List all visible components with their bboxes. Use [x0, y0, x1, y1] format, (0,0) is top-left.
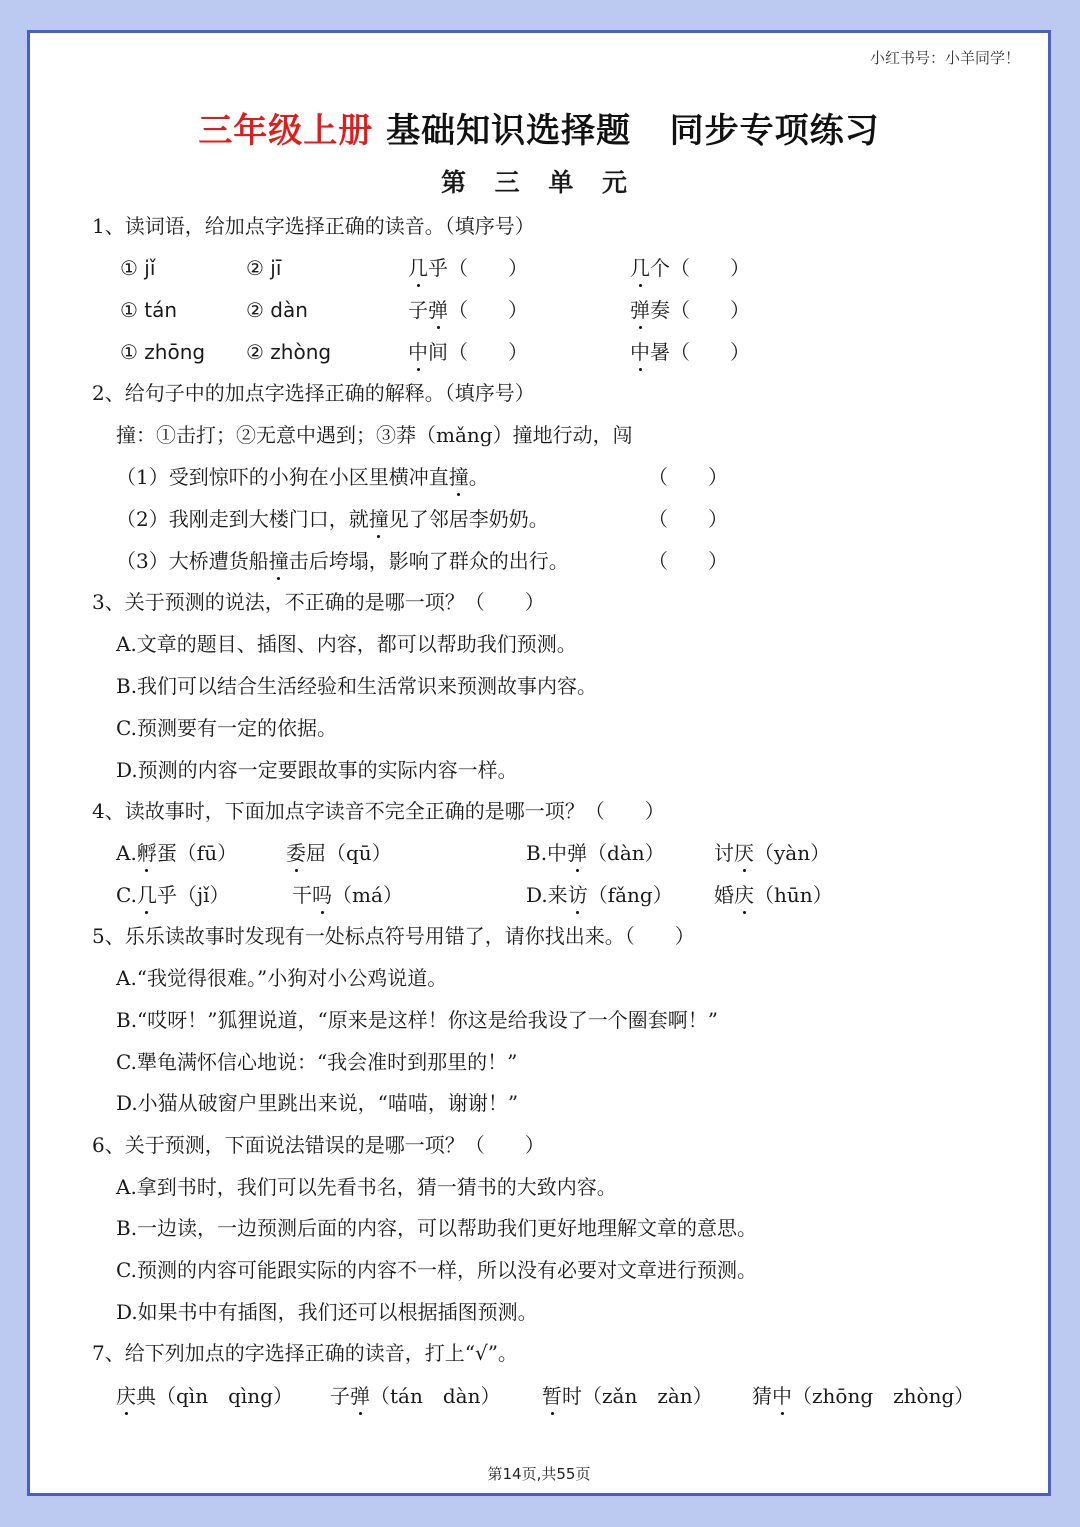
q3-option-a: A.文章的题目、插图、内容，都可以帮助我们预测。 — [116, 632, 577, 656]
q2-s1-answer: （ ） — [648, 465, 728, 489]
q7-item-4: 猜中（zhōng zhòng） — [752, 1381, 974, 1411]
q4-option-b-word-2: 讨厌（yàn） — [714, 838, 830, 868]
q1-r2-option-1: ① tán — [120, 298, 178, 322]
unit-subtitle: 第 三 单 元 — [440, 168, 638, 197]
q1-r3-option-1: ① zhōng — [120, 340, 206, 364]
q1-r2-option-2: ② dàn — [246, 298, 308, 322]
q1-r2-word-2: 弹奏（ ） — [630, 295, 750, 325]
q3-option-c: C.预测要有一定的依据。 — [116, 716, 337, 740]
q4-option-b-word-1: B.中弹（dàn） — [526, 838, 665, 868]
q5-stem: 5、乐乐读故事时发现有一处标点符号用错了，请你找出来。（ ） — [92, 924, 695, 948]
watermark: 小红书号：小羊同学！ — [869, 49, 1020, 67]
page-number: 第14页,共55页 — [487, 1465, 591, 1483]
q2-stem: 2、给句子中的加点字选择正确的解释。（填序号） — [92, 381, 535, 405]
title-practice: 同步专项练习 — [669, 111, 880, 151]
q5-option-d: D.小猫从破窗户里跳出来说，“喵喵，谢谢！” — [116, 1091, 519, 1115]
title-grade: 三年级上册 — [198, 111, 374, 151]
q4-option-c-word-1: C.几乎（jǐ） — [116, 880, 230, 910]
page-title — [30, 103, 1048, 152]
q7-item-3: 暂时（zǎn zàn） — [542, 1381, 713, 1411]
q6-option-b: B.一边读，一边预测后面的内容，可以帮助我们更好地理解文章的意思。 — [116, 1216, 758, 1240]
q5-option-b: B.“哎呀！”狐狸说道，“原来是这样！你这是给我设了一个圈套啊！” — [116, 1008, 718, 1032]
q4-option-d-word-1: D.来访（fǎng） — [526, 880, 673, 910]
q1-r2-word-1: 子弹（ ） — [408, 295, 528, 325]
q7-stem: 7、给下列加点的字选择正确的读音，打上“√”。 — [92, 1341, 518, 1365]
q2-s2-answer: （ ） — [648, 507, 728, 531]
q7-item-2: 子弹（tán dàn） — [330, 1381, 500, 1411]
q1-r3-word-2: 中暑（ ） — [630, 337, 750, 367]
q6-stem: 6、关于预测，下面说法错误的是哪一项？（ ） — [92, 1133, 545, 1157]
q1-stem: 1、读词语，给加点字选择正确的读音。（填序号） — [92, 214, 535, 238]
worksheet-page: 小红书号：小羊同学！ 三年级上册 基础知识选择题 同步专项练习 第 三 单 元 1、读词语，给加点字选择正确的读音。（填序号） ① jǐ ② jī 几乎（ ） 几个（ ） ① tán ② dàn 子弹（ ） 弹奏（ ） ① zhōng ② zhòng 中间（ ） 中暑（ ） 2、给句子中的加点字选择正确的解释。（填序号） 撞：①击打；②无意中遇到；③莽（mǎng）撞地行动，闯 （1）受到惊吓的小狗在小区里横冲直撞。 （ ） （2）我刚走到大楼门口，就撞见了邻居李奶奶。 （ ） （3）大桥遭货船撞击后垮塌，影响了群众的出行。 （ ） 3、关于预测的说法，不正确的是哪一项？（ ） A.文章的题目、插图、内容，都可以帮助我们预测。 B.我们可以结合生活经验和生活常识来预测故事内容。 C.预测要有一定的依据。 D.预测的内容一定要跟故事的实际内容一样。 4、读故事时，下面加点字读音不完全正确的是哪一项？（ ） A.孵蛋（fū） 委屈（qū） B.中弹（dàn） 讨厌（yàn） C.几乎（jǐ） 干吗（má） D.来访（fǎng） 婚庆（hūn） 5、乐乐读故事时发现有一处标点符号用错了，请你找出来。（ ） A.“我觉得很难。”小狗对小公鸡说道。 B.“哎呀！”狐狸说道，“原来是这样！你这是给我设了一个圈套啊！” C.犟龟满怀信心地说：“我会准时到那里的！” D.小猫从破窗户里跳出来说，“喵喵，谢谢！” 6、关于预测，下面说法错误的是哪一项？（ ） A.拿到书时，我们可以先看书名，猜一猜书的大致内容。 B.一边读，一边预测后面的内容，可以帮助我们更好地理解文章的意思。 C.预测的内容可能跟实际的内容不一样，所以没有必要对文章进行预测。 D.如果书中有插图，我们还可以根据插图预测。 7、给下列加点的字选择正确的读音，打上“√”。 庆典（qìn qìng） 子弹（tán dàn） 暂时（zǎn zàn） 猜中（zhōng zhòng） 第14页,共55页 — [27, 30, 1051, 1496]
q3-option-b: B.我们可以结合生活经验和生活常识来预测故事内容。 — [116, 674, 598, 698]
q1-r1-option-2: ② jī — [246, 256, 282, 280]
q5-option-a: A.“我觉得很难。”小狗对小公鸡说道。 — [116, 966, 448, 990]
q6-option-c: C.预测的内容可能跟实际的内容不一样，所以没有必要对文章进行预测。 — [116, 1258, 757, 1282]
q1-r1-word-2: 几个（ ） — [630, 253, 750, 283]
q7-item-1: 庆典（qìn qìng） — [116, 1381, 293, 1411]
q1-r1-word-1: 几乎（ ） — [408, 253, 528, 283]
q1-r3-word-1: 中间（ ） — [408, 337, 528, 367]
q2-definition: 撞：①击打；②无意中遇到；③莽（mǎng）撞地行动，闯 — [116, 423, 633, 447]
q4-stem: 4、读故事时，下面加点字读音不完全正确的是哪一项？（ ） — [92, 799, 665, 823]
q4-option-d-word-2: 婚庆（hūn） — [714, 880, 833, 910]
q1-r3-option-2: ② zhòng — [246, 340, 332, 364]
q3-stem: 3、关于预测的说法，不正确的是哪一项？（ ） — [92, 590, 545, 614]
q6-option-d: D.如果书中有插图，我们还可以根据插图预测。 — [116, 1300, 538, 1324]
q6-option-a: A.拿到书时，我们可以先看书名，猜一猜书的大致内容。 — [116, 1175, 617, 1199]
q4-option-a-word-1: A.孵蛋（fū） — [116, 838, 237, 868]
q2-s3-answer: （ ） — [648, 549, 728, 573]
title-topic: 基础知识选择题 — [386, 111, 632, 151]
q3-option-d: D.预测的内容一定要跟故事的实际内容一样。 — [116, 758, 518, 782]
q5-option-c: C.犟龟满怀信心地说：“我会准时到那里的！” — [116, 1050, 518, 1074]
q4-option-a-word-2: 委屈（qū） — [286, 838, 392, 868]
q1-r1-option-1: ① jǐ — [120, 256, 156, 280]
q4-option-c-word-2: 干吗（má） — [292, 880, 403, 910]
